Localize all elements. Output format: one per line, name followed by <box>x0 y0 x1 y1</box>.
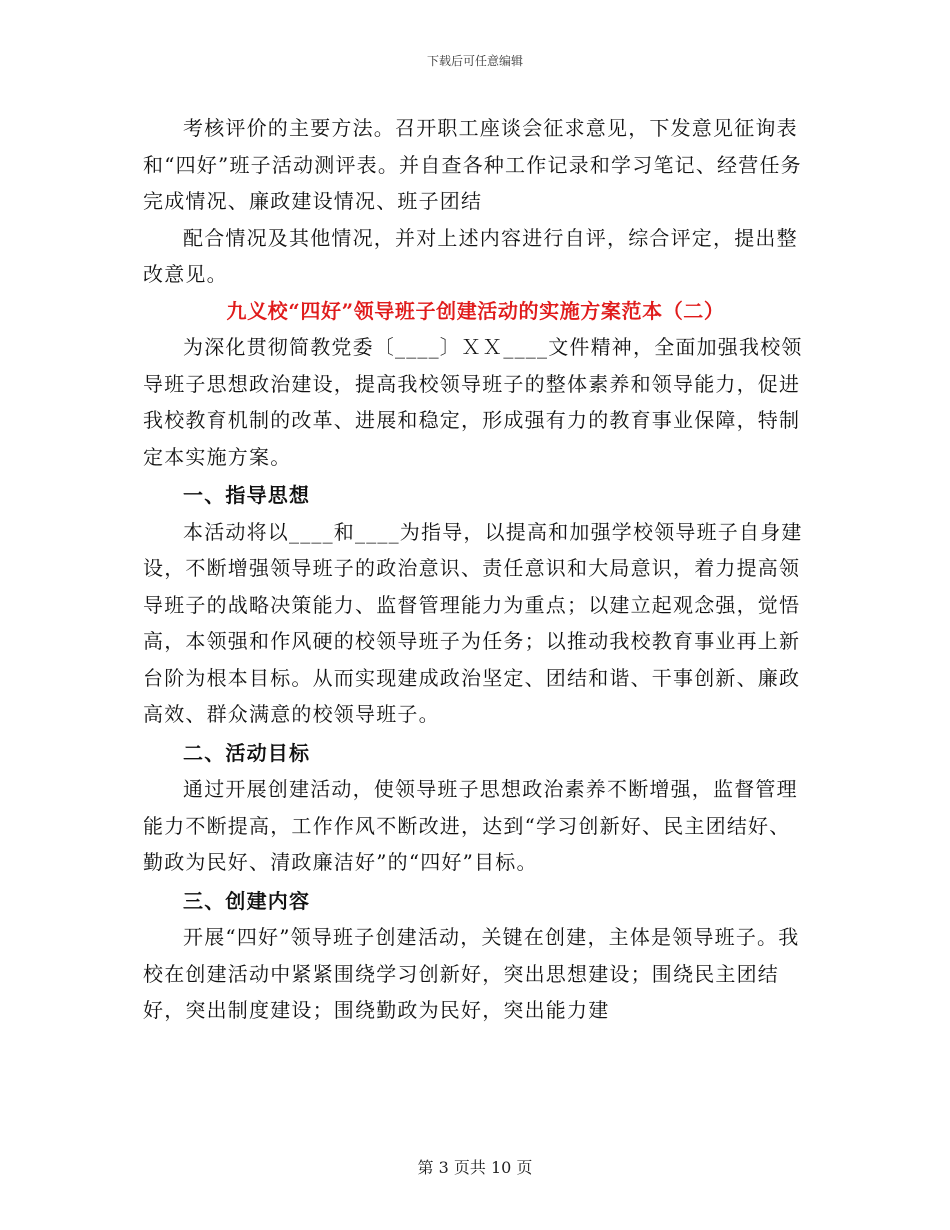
heading-activity-goals: 二、活动目标 <box>183 740 311 765</box>
paragraph-guiding-ideology: 本活动将以____和____为指导，以提高和加强学校领导班子自身建设，不断增强领导班子的政治意识、责任意识和大局意识，着力提高领导班子的战略决策能力、监督管理能力为重点；以建立起观念强，觉悟高，本领强和作风硬的校领导班子为任务；以推动我校教育事业再上新台阶为根本目标。从而实现建成政治坚定、团结和谐、干事创新、廉政高效、群众满意的校领导班子。 <box>143 519 803 726</box>
page-header: 下载后可任意编辑 <box>426 54 523 68</box>
paragraph-activity-goals: 通过开展创建活动，使领导班子思想政治素养不断增强，监督管理能力不断提高，工作作风不断改进，达到“学习创新好、民主团结好、勤政为民好、清政廉洁好”的“四好”目标。 <box>143 777 798 874</box>
paragraph-creation-content: 开展“四好”领导班子创建活动，关键在创建，主体是领导班子。我校在创建活动中紧紧围绕学习创新好，突出思想建设；围绕民主团结好，突出制度建设；围绕勤政为民好，突出能力建 <box>143 925 800 1022</box>
heading-creation-content: 三、创建内容 <box>183 888 311 913</box>
page-footer: 第 3 页共 10 页 <box>417 1158 533 1177</box>
paragraph-assessment-method: 考核评价的主要方法。召开职工座谈会征求意见，下发意见征询表和“四好”班子活动测评表。并自查各种工作记录和学习笔记、经营任务完成情况、廉政建设情况、班子团结 <box>143 116 802 213</box>
document-body <box>143 110 808 1029</box>
paragraph-intro: 为深化贯彻简教党委〔____〕ＸＸ____文件精神，全面加强我校领导班子思想政治建设，提高我校领导班子的整体素养和领导能力，促进我校教育机制的改革、进展和稳定，形成强有力的教育事业保障，特制定本实施方案。 <box>143 335 803 469</box>
section-title: 九义校“四好”领导班子创建活动的实施方案范本（二） <box>226 298 725 323</box>
heading-guiding-ideology: 一、指导思想 <box>183 483 311 507</box>
paragraph-self-evaluation: 配合情况及其他情况，并对上述内容进行自评，综合评定，提出整改意见。 <box>143 225 798 286</box>
